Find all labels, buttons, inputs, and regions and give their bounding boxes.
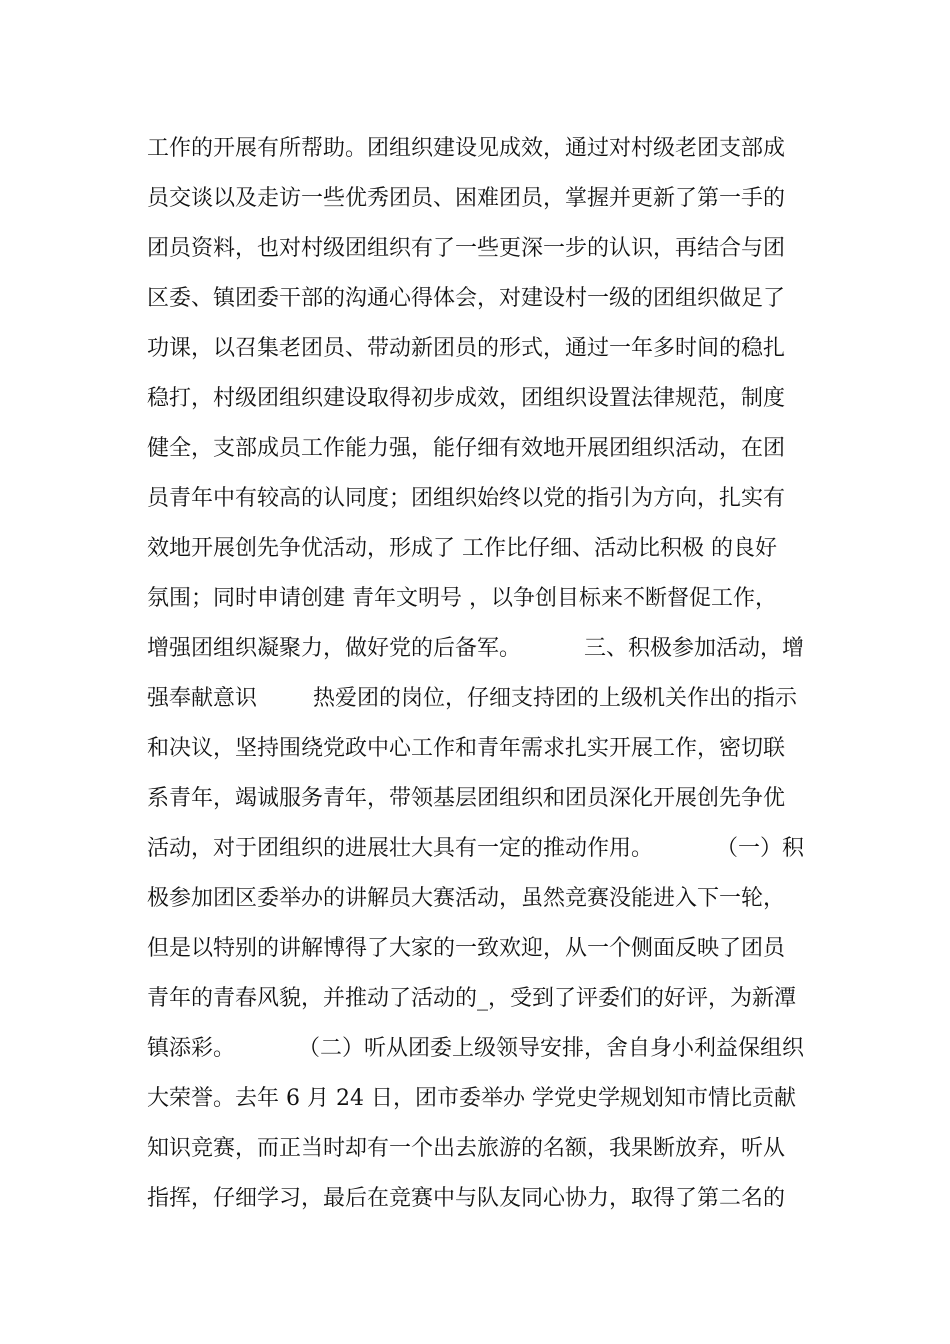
text-line: 稳打，村级团组织建设取得初步成效，团组织设置法律规范，制度 — [147, 386, 786, 411]
text-line: 效地开展创先争优活动，形成了 工作比仔细、活动比积极 的良好 — [147, 536, 777, 561]
text-line: 员交谈以及走访一些优秀团员、困难团员，掌握并更新了第一手的 — [147, 186, 786, 211]
text-line: 青年的青春风貌，并推动了活动的_，受到了评委们的好评，为新潭 — [147, 986, 797, 1011]
text-line: 镇添彩。 （二）听从团委上级领导安排，舍自身小利益保组织 — [147, 1036, 804, 1061]
text-line: 系青年，竭诚服务青年，带领基层团组织和团员深化开展创先争优 — [147, 786, 786, 811]
text-line: 氛围；同时申请创建 青年文明号 ，以争创目标来不断督促工作， — [147, 586, 777, 611]
text-line: 员青年中有较高的认同度；团组织始终以党的指引为方向，扎实有 — [147, 486, 786, 511]
text-line: 指挥，仔细学习，最后在竞赛中与队友同心协力，取得了第二名的 — [147, 1186, 786, 1211]
text-line: 功课，以召集老团员、带动新团员的形式，通过一年多时间的稳扎 — [147, 336, 786, 361]
text-line: 活动，对于团组织的进展壮大具有一定的推动作用。 （一）积 — [147, 836, 804, 861]
text-line: 团员资料，也对村级团组织有了一些更深一步的认识，再结合与团 — [147, 236, 786, 261]
text-line: 但是以特别的讲解博得了大家的一致欢迎，从一个侧面反映了团员 — [147, 936, 786, 961]
body-text — [147, 124, 812, 1224]
text-line: 极参加团区委举办的讲解员大赛活动，虽然竞赛没能进入下一轮， — [147, 886, 786, 911]
text-line: 增强团组织凝聚力，做好党的后备军。 三、积极参加活动，增 — [147, 636, 804, 661]
text-line: 工作的开展有所帮助。团组织建设见成效，通过对村级老团支部成 — [147, 136, 786, 161]
text-line: 和决议，坚持围绕党政中心工作和青年需求扎实开展工作，密切联 — [147, 736, 786, 761]
text-line: 知识竞赛，而正当时却有一个出去旅游的名额，我果断放弃，听从 — [147, 1136, 786, 1161]
text-line: 强奉献意识 热爱团的岗位，仔细支持团的上级机关作出的指示 — [147, 686, 797, 711]
text-line: 健全，支部成员工作能力强，能仔细有效地开展团组织活动，在团 — [147, 436, 786, 461]
text-line: 区委、镇团委干部的沟通心得体会，对建设村一级的团组织做足了 — [147, 286, 786, 311]
text-line: 大荣誉。去年 6 月 24 日，团市委举办 学党史学规划知市情比贡献 — [147, 1086, 796, 1111]
